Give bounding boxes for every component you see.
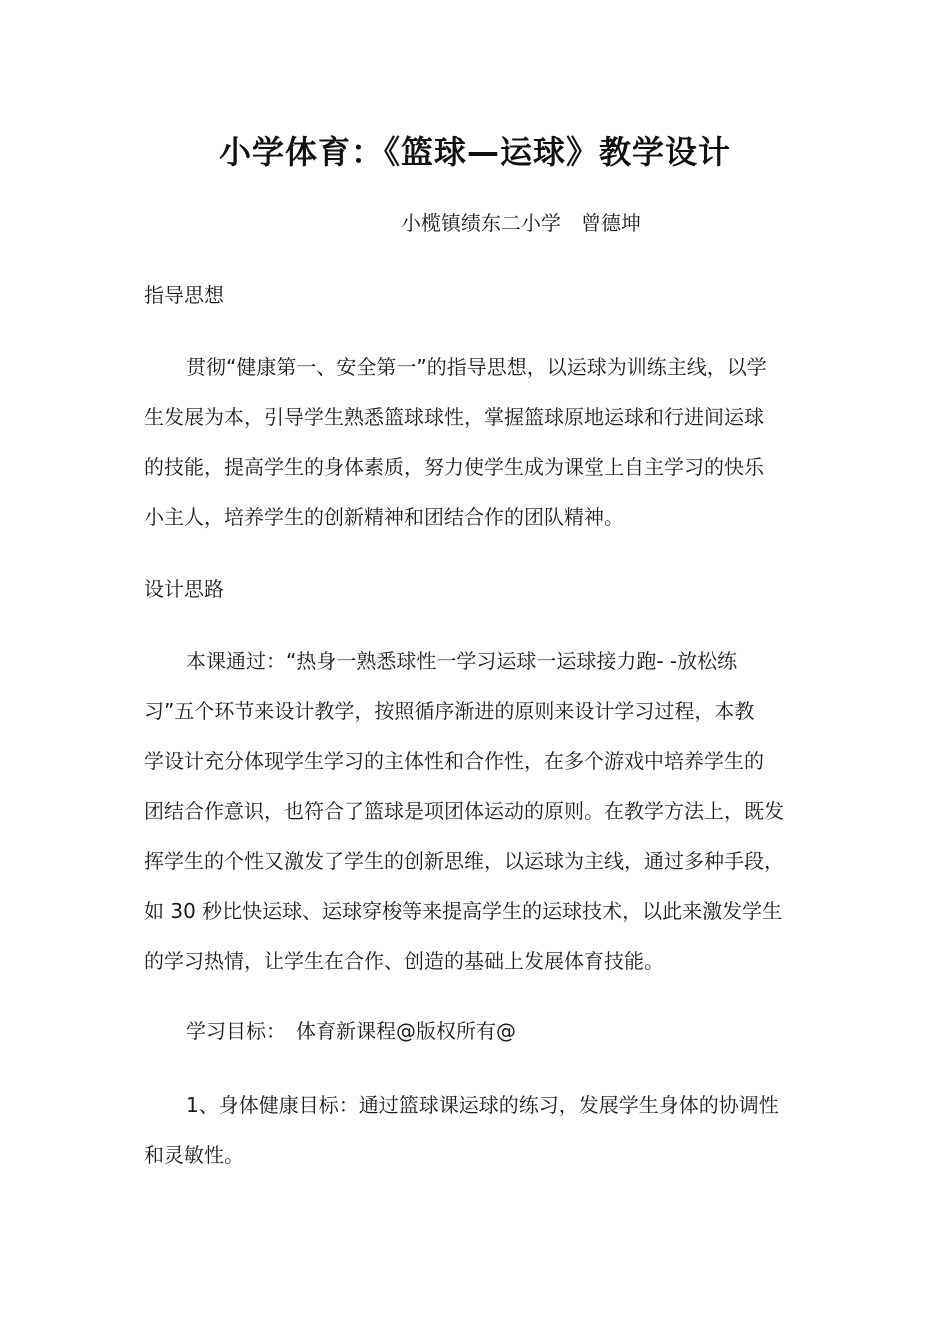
paragraph-line: 习”五个环节来设计教学，按照循序渐进的原则来设计学习过程，本教 <box>144 699 755 723</box>
paragraph-line: 挥学生的个性又激发了学生的创新思维，以运球为主线，通过多种手段， <box>144 849 784 873</box>
paragraph-goal-1 <box>144 1080 808 1180</box>
paragraph-guiding-ideology <box>144 342 808 542</box>
paragraph-line: 的技能，提高学生的身体素质，努力使学生成为课堂上自主学习的快乐 <box>144 455 764 479</box>
paragraph-line: 学设计充分体现学生学习的主体性和合作性，在多个游戏中培养学生的 <box>144 749 764 773</box>
paragraph-line: 小主人，培养学生的创新精神和团结合作的团队精神。 <box>144 505 624 529</box>
paragraph-line: 如 30 秒比快运球、运球穿梭等来提高学生的运球技术，以此来激发学生 <box>144 899 783 923</box>
paragraph-line: 团结合作意识，也符合了篮球是项团体运动的原则。在教学方法上，既发 <box>144 799 784 823</box>
section-heading-guiding-ideology: 指导思想 <box>144 283 224 307</box>
document-author: 小榄镇绩东二小学 曾德坤 <box>401 211 641 235</box>
paragraph-line: 的学习热情，让学生在合作、创造的基础上发展体育技能。 <box>144 949 664 973</box>
paragraph-line: 贯彻“健康第一、安全第一”的指导思想，以运球为训练主线，以学 <box>186 355 767 379</box>
paragraph-line: 和灵敏性。 <box>144 1143 244 1167</box>
paragraph-line: 生发展为本，引导学生熟悉篮球球性，掌握篮球原地运球和行进间运球 <box>144 405 764 429</box>
learning-goals-heading: 学习目标： 体育新课程@版权所有@ <box>186 1019 516 1043</box>
paragraph-line: 1、身体健康目标：通过篮球课运球的练习，发展学生身体的协调性 <box>186 1093 779 1117</box>
paragraph-design-approach <box>144 636 808 986</box>
section-heading-design-approach: 设计思路 <box>144 577 224 601</box>
document-title: 小学体育：《篮球—运球》教学设计 <box>218 133 731 171</box>
paragraph-line: 本课通过：“热身一熟悉球性一学习运球一运球接力跑- -放松练 <box>186 649 738 673</box>
